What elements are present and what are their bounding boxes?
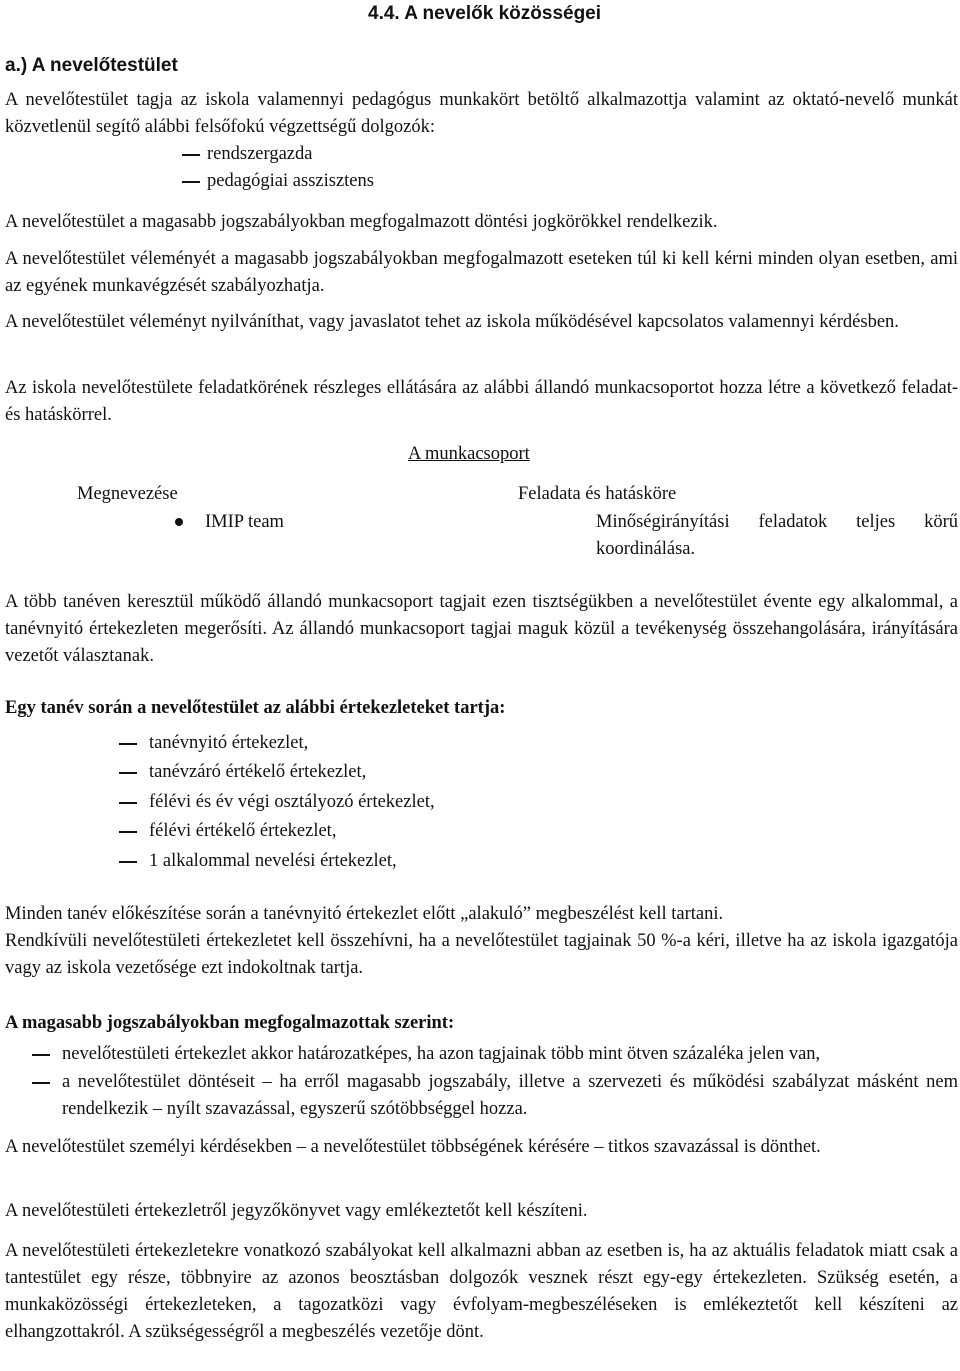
section-title: 4.4. A nevelők közösségei [368,3,602,24]
workgroup-column-name: Megnevezése [77,484,178,504]
paragraph: A nevelőtestület személyi kérdésekben – a nevelőtestület többségének kérésére – titkos szavazással is dönthet. [5,1137,821,1157]
list-item [119,759,366,786]
paragraph: A nevelőtestület a magasabb jogszabályokban megfogalmazott döntési jogkörökkel rendelkezik. [5,212,718,232]
list-item-text: félévi és év végi osztályozó értekezlet, [149,792,435,812]
paragraph: A több tanéven keresztül működő állandó munkacsoport tagjait ezen tisztségükben a nevelőtestület évente egy alkalommal, a tanévnyitó értekezleten megerősíti. Az állandó munkacsoport tagjai maguk közül a tevékenység összehangolására, irányítására vezetőt választanak. [5,592,958,666]
paragraph: A nevelőtestületi értekezletről jegyzőkönyvet vagy emlékeztetőt kell készíteni. [5,1201,588,1221]
dash-marker [32,1054,50,1056]
list-item [5,1069,958,1123]
list-item-text: a nevelőtestület döntéseit – ha erről magasabb jogszabály, illetve a szervezeti és működési szabályzat másként nem rendelkezik – nyílt szavazással, egyszerű szótöbbséggel hozza. [62,1072,958,1119]
law-heading: A magasabb jogszabályokban megfogalmazottak szerint: [5,1013,455,1033]
dash-marker [119,861,137,863]
paragraph: A nevelőtestületi értekezletekre vonatkozó szabályokat kell alkalmazni abban az esetben is, ha az aktuális feladatok miatt csak a tantestület egy része, többnyire az azonos beosztásban dolgozók vesznek részt egy-egy értekezleten. Szükség esetén, a munkaközösségi értekezleteken, a tagozatközi vagy évfolyam-megbeszéléseken is emlékeztetőt kell készíteni az elhangzottakról. A szükségességről a megbeszélés vezetője dönt. [5,1241,958,1342]
list-item-text: pedagógiai asszisztens [207,171,374,191]
list-item [182,168,374,195]
workgroup-row-task: Minőségirányítási feladatok teljes körű koordinálása. [596,512,958,559]
paragraph: Az iskola nevelőtestülete feladatkörének részleges ellátására az alábbi állandó munkacsoportot hozza létre a következő feladat- és hatáskörrel. [5,378,958,425]
list-item-text: 1 alkalommal nevelési értekezlet, [149,851,397,871]
paragraph: Minden tanév előkészítése során a tanévnyitó értekezlet előtt „alakuló” megbeszélést kell tartani. [5,904,724,924]
workgroup-row-name: IMIP team [205,512,284,532]
dash-marker [182,154,200,156]
list-item [5,1041,958,1068]
list-item-text: tanévnyitó értekezlet, [149,733,309,753]
list-item [182,141,312,168]
dash-marker [119,772,137,774]
paragraph: Rendkívüli nevelőtestületi értekezletet kell összehívni, ha a nevelőtestület tagjainak 50 %-a kéri, illetve ha az iskola igazgatója vagy az iskola vezetősége ezt indokoltnak tartja. [5,931,958,978]
list-item-text: félévi értékelő értekezlet, [149,821,337,841]
dash-marker [119,802,137,804]
paragraph: A nevelőtestület véleményt nyilváníthat, vagy javaslatot tehet az iskola működésével kapcsolatos valamennyi kérdésben. [5,312,899,332]
intro-paragraph: A nevelőtestület tagja az iskola valamennyi pedagógus munkakört betöltő alkalmazottja valamint az oktató-nevelő munkát közvetlenül segítő alábbi felsőfokú végzettségű dolgozók: [5,90,958,137]
list-item-text: tanévzáró értékelő értekezlet, [149,762,367,782]
subsection-title: a.) A nevelőtestület [5,55,178,76]
list-item-text: nevelőtestületi értekezlet akkor határozatképes, ha azon tagjainak több mint ötven százaléka jelen van, [62,1044,821,1064]
list-item-text: rendszergazda [207,144,313,164]
workgroup-title: A munkacsoport [408,444,530,464]
dash-marker [182,181,200,183]
list-item [119,818,336,845]
meetings-heading: Egy tanév során a nevelőtestület az alábbi értekezleteket tartja: [5,698,506,718]
dash-marker [119,831,137,833]
dash-marker [32,1082,50,1084]
dash-marker [119,743,137,745]
workgroup-column-task: Feladata és hatásköre [518,484,677,504]
paragraph: A nevelőtestület véleményét a magasabb jogszabályokban megfogalmazott eseteken túl ki kell kérni minden olyan esetben, ami az egyének munkavégzését szabályozhatja. [5,249,958,296]
list-item [119,789,435,816]
list-item [119,730,308,757]
bullet-marker [175,518,183,526]
list-item [119,848,397,875]
